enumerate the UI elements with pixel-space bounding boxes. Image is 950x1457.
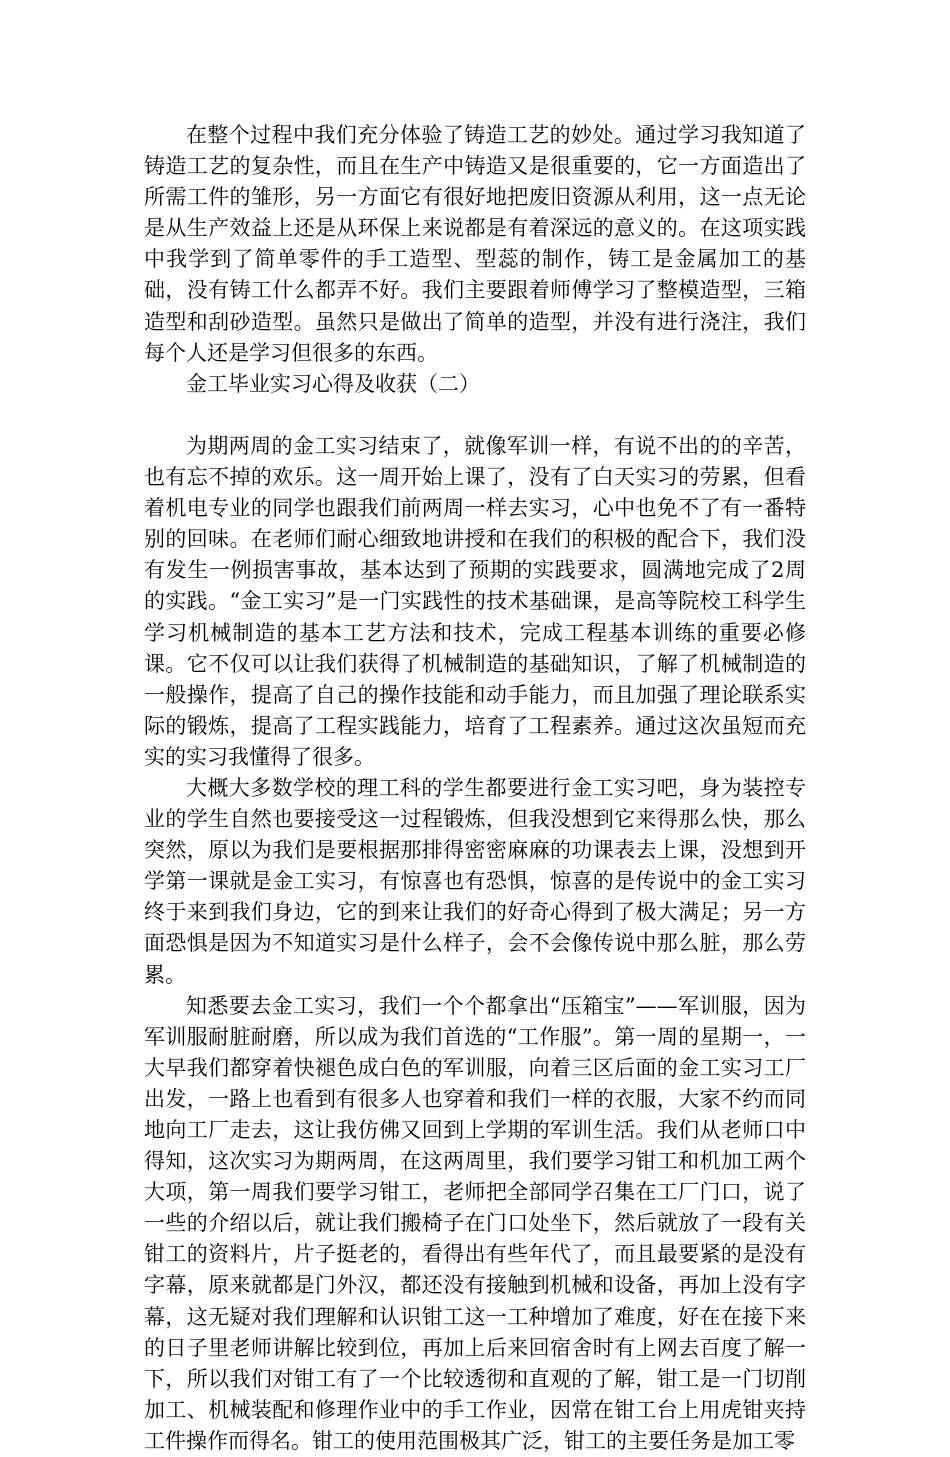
document-page (144, 120, 806, 1457)
section-heading: 金工毕业实习心得及收获（二） (186, 371, 480, 396)
paragraph-first-week: 知悉要去金工实习，我们一个个都拿出“压箱宝”——军训服，因为军训服耐脏耐磨，所以成为我们首选的“工作服”。第一周的星期一，一大早我们都穿着快褪色成白色的军训服，向着三区后面的金工实习工厂出发，一路上也看到有很多人也穿着和我们一样的衣服，大家不约而同地向工厂走去，这让我仿佛又回到上学期的军训生活。我们从老师口中得知，这次实习为期两周，在这两周里，我们要学习钳工和机加工两个大项，第一周我们要学习钳工，老师把全部同学召集在工厂门口，说了一些的介绍以后，就让我们搬椅子在门口处坐下，然后就放了一段有关钳工的资料片，片子挺老的，看得出有些年代了，而且最要紧的是没有字幕，原来就都是门外汉，都还没有接触到机械和设备，再加上没有字幕，这无疑对我们理解和认识钳工这一工种增加了难度，好在在接下来的日子里老师讲解比较到位，再加上后来回宿舍时有上网去百度了解一下，所以我们对钳工有了一个比较透彻和直观的了解，钳工是一门切削加工、机械装配和修理作业中的手工作业，因常在钳工台上用虎钳夹持工件操作而得名。钳工的使用范围极其广泛，钳工的主要任务是加工零 (144, 993, 806, 1453)
paragraph-casting: 在整个过程中我们充分体验了铸造工艺的妙处。通过学习我知道了铸造工艺的复杂性，而且在生产中铸造又是很重要的，它一方面造出了所需工件的雏形，另一方面它有很好地把废旧资源从利用，这一点无论是从生产效益上还是从环保上来说都是有着深远的意义的。在这项实践中我学到了简单零件的手工造型、型蕊的制作，铸工是金属加工的基础，没有铸工什么都弄不好。我们主要跟着师傅学习了整模造型，三箱造型和刮砂造型。虽然只是做出了简单的造型，并没有进行浇注，我们每个人还是学习但很多的东西。 (144, 123, 806, 365)
blank-line (144, 400, 806, 431)
paragraph-summary: 为期两周的金工实习结束了，就像军训一样，有说不出的的辛苦，也有忘不掉的欢乐。这一周开始上课了，没有了白天实习的劳累，但看着机电专业的同学也跟我们前两周一样去实习，心中也免不了有一番特别的回味。在老师们耐心细致地讲授和在我们的积极的配合下，我们没有发生一例损害事故，基本达到了预期的实践要求，圆满地完成了2周的实践。“金工实习”是一门实践性的技术基础课，是高等院校工科学生学习机械制造的基本工艺方法和技术，完成工程基本训练的重要必修课。它不仅可以让我们获得了机械制造的基础知识，了解了机械制造的一般操作，提高了自己的操作技能和动手能力，而且加强了理论联系实际的锻炼，提高了工程实践能力，培育了工程素养。通过这次虽短而充实的实习我懂得了很多。 (144, 433, 806, 769)
paragraph-expectation: 大概大多数学校的理工科的学生都要进行金工实习吧，身为装控专业的学生自然也要接受这一过程锻炼，但我没想到它来得那么快，那么突然，原以为我们是要根据那排得密密麻麻的功课表去上课，没想到开学第一课就是金工实习，有惊喜也有恐惧，惊喜的是传说中的金工实习终于来到我们身边，它的到来让我们的好奇心得到了极大满足；另一方面恐惧是因为不知道实习是什么样子，会不会像传说中那么脏，那么劳累。 (144, 775, 806, 987)
